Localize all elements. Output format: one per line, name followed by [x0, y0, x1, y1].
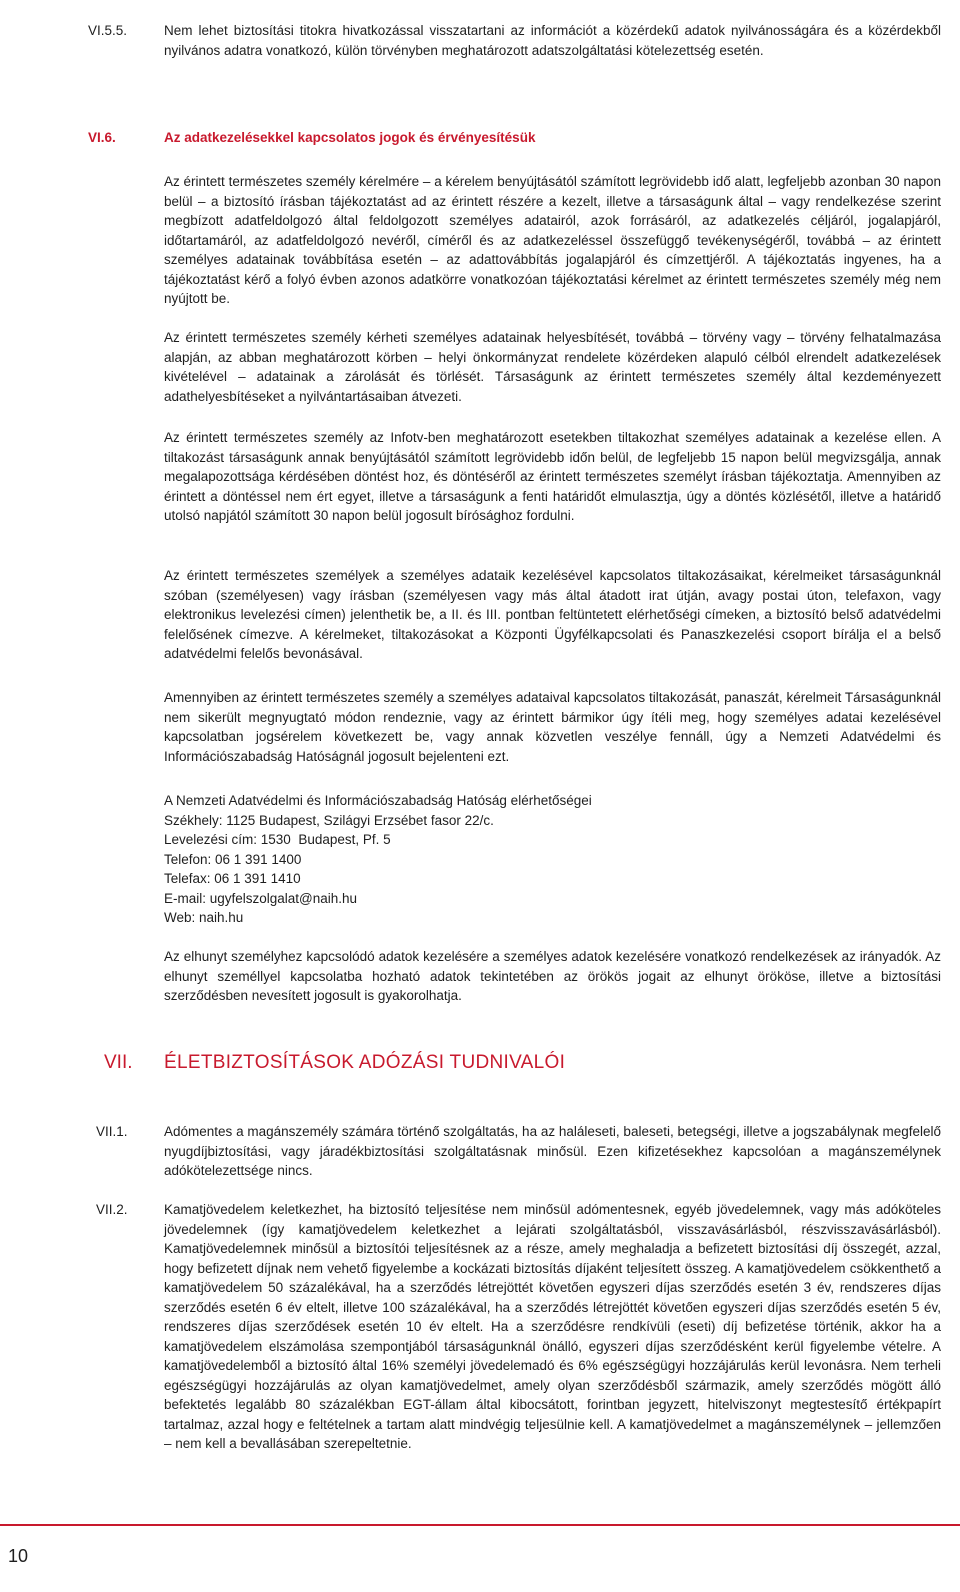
- contact-address: Székhely: 1125 Budapest, Szilágyi Erzsébet fasor 22/c.: [164, 812, 494, 828]
- paragraph-complaints: Az érintett természetes személyek a személyes adataik kezelésével kapcsolatos tiltakozásaikat, kérelmeiket társaságunknál szóban (személyesen) vagy írásban (személyesen vagy más által átadott irat útján, avagy postai úton, telefaxon, vagy elektronikus levelezési címen) jelenthetik be, a II. és III. pontban feltüntetett elérhetőségi címeken, a biztosító belső adatvédelmi felelősének címezve. A kérelmeket, tiltakozásokat a Központi Ügyfélkapcsolati és Panaszkezelési csoport bírálja el a belső adatvédelmi felelős bevonásával.: [164, 568, 941, 661]
- contact-phone: Telefon: 06 1 391 1400: [164, 851, 302, 867]
- section-number-vii-2: VII.2.: [96, 1202, 128, 1217]
- paragraph-information-right: Az érintett természetes személy kérelmére – a kérelem benyújtásától számított legrövidebb idő alatt, legfeljebb azonban 30 napon belül – a biztosító írásban tájékoztatást ad az érintett részére a kezelt, illetve a társaságunk által – vagy rendelkezése szerint megbízott adatfeldolgozó által feldolgozott személyes adatairól, azok forrásáról, az adatkezelés céljáról, jogalapjáról, időtartamáról, az adatfeldolgozó nevéről, címéről és az adatkezeléssel összefüggő tevékenységéről, továbbá – az érintett személyes adatainak továbbítása esetén – az adattovábbítás jogalapjáról és címzettjéről. A tájékoztatás ingyenes, ha a tájékoztatást kérő a folyó évben azonos adatkörre vonatkozóan tájékoztatási kérelmet az érintett természetes személy még nem nyújtott be.: [164, 174, 941, 306]
- section-title-vi-6: Az adatkezelésekkel kapcsolatos jogok és érvényesítésük: [164, 130, 536, 145]
- section-text-vi-5-5: Nem lehet biztosítási titokra hivatkozással visszatartani az információt a közérdekű adatok nyilvánosságára és a közérdekből nyilvános adatra vonatkozó, külön törvényben meghatározott adatszolgáltatási kötelezettség esetén.: [164, 23, 941, 58]
- section-text-vii-2: Kamatjövedelem keletkezhet, ha biztosító teljesítése nem minősül adómentesnek, egyéb jövedelemnek, vagy más adóköteles jövedelemnek (így kamatjövedelem keletkezhet a lejárati szolgáltatásból, visszavásárlásból, részvisszavásárlásból). Kamatjövedelemnek minősül a biztosítói teljesítésnek az a része, amely meghaladja a befizetett biztosítási díj összegét, azzal, hogy befizetett díjnak nem vehető figyelembe a kockázati biztosítás díjaként teljesített összeg. A kamatjövedelem csökkenthető a kamatjövedelem 50 százalékával, ha a szerződés létrejöttét követően egyszeri díjas szerződés esetén 3 év, rendszeres díjas szerződés esetén 6 év eltelt, illetve 100 százalékával, ha a szerződés létrejöttét követően egyszeri díjas szerződés esetén 5 év, rendszeres díjas szerződések esetén 10 év eltelt. Ha a szerződésre rendkívüli (eseti) díj befizetése történik, akkor ha a kamatjövedelem elszámolása szempontjából társaságunknál önálló, egyszeri díjas szerződésként kerül figyelembe vételre. A kamatjövedelemből a biztosító által 16% személyi jövedelemadó és 6% egészségügyi hozzájárulás kerül levonásra. Nem terheli egészségügyi hozzájárulás az olyan kamatjövedelmet, amely olyan szerződésből származik, amely szerződés mögött álló befektetés legalább 80 százalékban EGT-állam által kibocsátott, forintban jegyzett, hitelviszonyt megtestesítő értékpapírt tartalmaz, azzal hogy e feltételnek a tartam alatt mindvégig teljesülnie kell. A kamatjövedelmet a magánszemélynek – jellemzően – nem kell a bevallásában szerepeltetnie.: [164, 1202, 941, 1451]
- contact-fax: Telefax: 06 1 391 1410: [164, 871, 301, 886]
- section-text-vii-1: Adómentes a magánszemély számára történő szolgáltatás, ha az haláleseti, baleseti, betegségi, illetve a jogszabálynak megfelelő nyugdíjbiztosítási, vagy járadékbiztosítási szolgáltatásnak minősül. Ezen kifizetésekhez kapcsolóan a magánszemélynek adókötelezettsége nincs.: [164, 1124, 941, 1178]
- contact-web: Web: naih.hu: [164, 910, 244, 925]
- section-number-vi-5-5: VI.5.5.: [88, 23, 128, 38]
- paragraph-correction-right: Az érintett természetes személy kérheti személyes adatainak helyesbítését, továbbá – törvény vagy – törvény felhatalmazása alapján, az abban meghatározott körben – helyi önkormányzat rendelete közérdeken alapuló célból elrendelt adatkezelések kivételével – adatainak a zárolását és törlését. Társaságunk az érintett természetes személy által kezdeményezett adathelyesbítéseket a nyilvántartásaiban átvezeti.: [164, 330, 941, 404]
- paragraph-authority: Amennyiben az érintett természetes személy a személyes adataival kapcsolatos tiltakozását, panaszát, kérelmeit Társaságunknál nem sikerült megnyugtató módon rendeznie, vagy az érintett bármikor úgy ítéli meg, hogy személyes adatai kezelésével kapcsolatban jogsérelem következett be, vagy annak közvetlen veszélye fennáll, úgy a Nemzeti Adatvédelmi és Információszabadság Hatóságnál jogosult bejelenteni ezt.: [164, 690, 941, 764]
- paragraph-deceased-data: Az elhunyt személyhez kapcsolódó adatok kezelésére a személyes adatok kezelésére vonatkozó rendelkezések az irányadók. Az elhunyt személlyel kapcsolatba hozható adatok tekintetében az örökös jogait az elhunyt örököse, illetve a biztosítási szerződésben nevesített jogosult is gyakorolhatja.: [164, 949, 941, 1003]
- footer-divider: [0, 1524, 960, 1526]
- section-number-vii-1: VII.1.: [96, 1124, 128, 1139]
- paragraph-objection-right: Az érintett természetes személy az Infotv-ben meghatározott esetekben tiltakozhat személyes adatainak a kezelése ellen. A tiltakozást társaságunk annak benyújtásától számított legrövidebb időn belül, de legfeljebb 15 napon belül megvizsgálja, annak megalapozottsága kérdésében döntést hoz, és döntéséről az érintett természetes személyt írásban tájékoztatja. Amennyiben az érintett a döntéssel nem ért egyet, illetve a társaságunk a fenti határidőt elmulasztja, úgy a döntés közlésétől, illetve a határidő utolsó napjától számított 30 napon belül jogosult bírósághoz fordulni.: [164, 430, 941, 523]
- page-number: 10: [8, 1546, 29, 1566]
- contact-email: E-mail: ugyfelszolgalat@naih.hu: [164, 890, 358, 906]
- chapter-number-vii: VII.: [104, 1052, 133, 1073]
- contact-heading: A Nemzeti Adatvédelmi és Információszabadság Hatóság elérhetőségei: [164, 793, 592, 808]
- section-number-vi-6: VI.6.: [88, 130, 116, 145]
- contact-postal: Levelezési cím: 1530 Budapest, Pf. 5: [164, 832, 391, 847]
- authority-contact-block: [164, 791, 941, 928]
- chapter-title-vii: ÉLETBIZTOSÍTÁSOK ADÓZÁSI TUDNIVALÓI: [164, 1052, 566, 1073]
